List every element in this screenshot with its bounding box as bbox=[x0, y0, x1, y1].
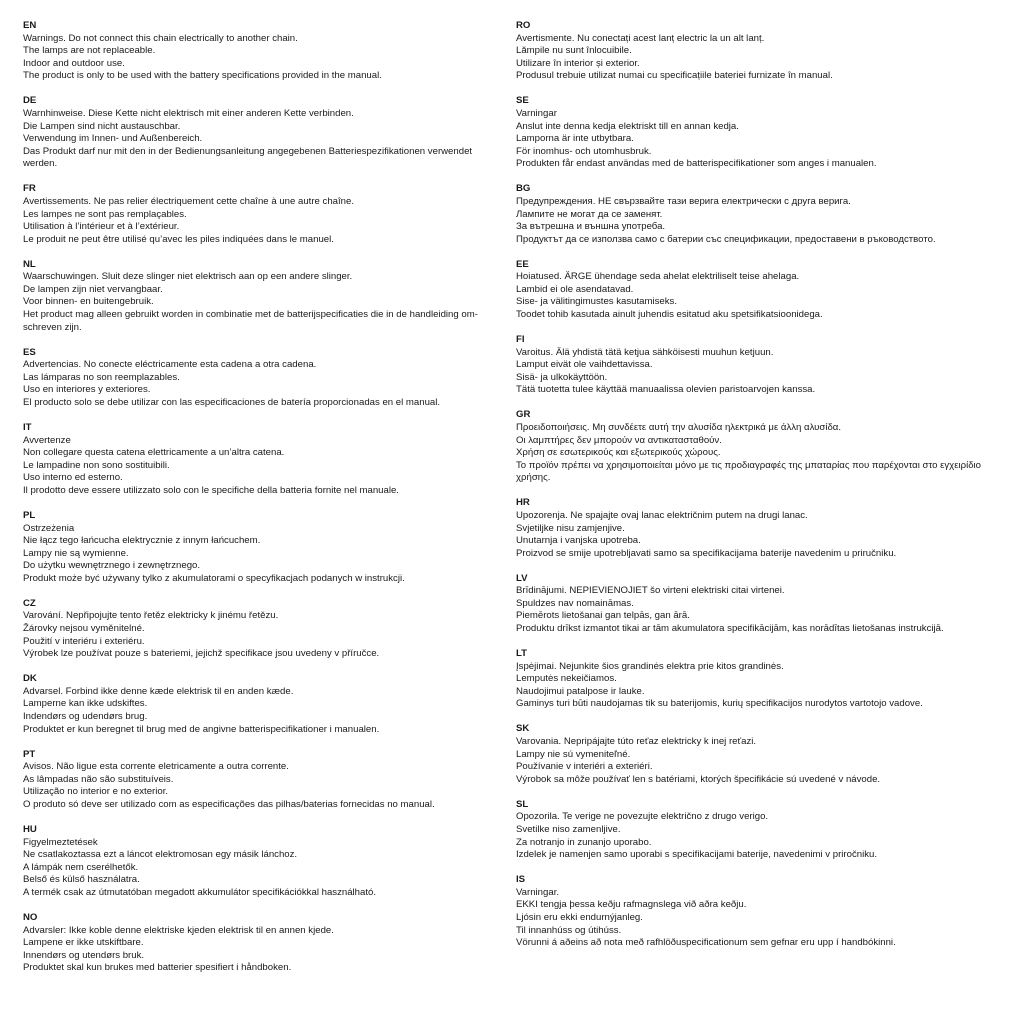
warning-line: För inomhus- och utomhusbruk. bbox=[516, 145, 652, 157]
warning-line: Uso en interiores y exteriores. bbox=[23, 384, 151, 396]
warning-line: Toodet tohib kasutada ainult juhendis esitatud aku spetsifikatsioonidega. bbox=[516, 309, 823, 321]
language-section-no bbox=[23, 912, 493, 975]
warning-line: Brīdinājumi. NEPIEVIENOJIET šo virteni elektriski citai virtenei. bbox=[516, 585, 785, 597]
warning-line: Produkten får endast användas med de batterispecifikationer som anges i manualen. bbox=[516, 158, 877, 170]
language-section-sl bbox=[516, 799, 1006, 862]
language-section-ee bbox=[516, 259, 1006, 322]
language-code: SK bbox=[516, 723, 530, 735]
language-section-hr bbox=[516, 497, 1006, 560]
warning-line: Indoor and outdoor use. bbox=[23, 57, 125, 69]
language-code: HR bbox=[516, 497, 530, 509]
warning-line: Ljósin eru ekki endurnýjanleg. bbox=[516, 911, 643, 923]
warning-line: Το προϊόν πρέπει να χρησιμοποιείται μόνο με τις προδιαγραφές της μπαταρίας που παρέχονται στο εγχειρίδιο bbox=[516, 459, 982, 471]
language-code: EE bbox=[516, 258, 529, 270]
warning-line: Uso interno ed esterno. bbox=[23, 472, 123, 484]
left-column bbox=[23, 20, 493, 987]
language-code: ES bbox=[23, 346, 36, 358]
language-section-se bbox=[516, 95, 1006, 171]
warning-line: Предупреждения. НЕ свързвайте тази верига електрически с друга верига. bbox=[516, 195, 851, 207]
warning-line: Advarsler: Ikke koble denne elektriske kjeden elektrisk til en annen kjede. bbox=[23, 924, 334, 936]
warning-line: Verwendung im Innen- und Außenbereich. bbox=[23, 133, 203, 145]
warning-line: Žárovky nejsou vyměnitelné. bbox=[23, 623, 145, 635]
warning-line: Za notranjo in zunanjo uporabo. bbox=[516, 836, 652, 848]
warning-line: The product is only to be used with the battery specifications provided in the manual. bbox=[23, 70, 382, 82]
language-code: HU bbox=[23, 823, 37, 835]
warning-line: Avertismente. Nu conectați acest lanț electric la un alt lanț. bbox=[516, 32, 765, 44]
warning-line: Hoiatused. ÄRGE ühendage seda ahelat elektriliselt teise ahelaga. bbox=[516, 271, 800, 283]
language-code: BG bbox=[516, 183, 531, 195]
warning-line: Προειδοποιήσεις. Μη συνδέετε αυτή την αλυσίδα ηλεκτρικά με άλλη αλυσίδα. bbox=[516, 421, 842, 433]
warning-line: A termék csak az útmutatóban megadott akkumulátor specifikációkkal használható. bbox=[23, 886, 377, 898]
warning-line: As lâmpadas não são substituíveis. bbox=[23, 773, 174, 785]
warning-line: schreven zijn. bbox=[23, 321, 82, 333]
warning-line: Produkt może być używany tylko z akumulatorami o specyfikacjach podanych w instrukcji. bbox=[23, 572, 405, 584]
warning-line: Do użytku wewnętrznego i zewnętrznego. bbox=[23, 560, 201, 572]
warning-line: Лампите не могат да се заменят. bbox=[516, 208, 663, 220]
warning-line: Varningar bbox=[516, 107, 557, 119]
warning-line: Použití v interiéru i exteriéru. bbox=[23, 635, 145, 647]
warning-line: Izdelek je namenjen samo uporabi s specifikacijami baterije, navedenimi v priročniku. bbox=[516, 849, 878, 861]
warning-line: Nie łącz tego łańcucha elektrycznie z innym łańcuchem. bbox=[23, 535, 261, 547]
language-code: IT bbox=[23, 421, 32, 433]
language-section-pl bbox=[23, 510, 493, 586]
warning-line: Upozorenja. Ne spajajte ovaj lanac električnim putem na drugi lanac. bbox=[516, 509, 808, 521]
warning-line: Piemērots lietošanai gan telpās, gan ārā. bbox=[516, 610, 690, 622]
language-section-is bbox=[516, 874, 1006, 950]
warning-line: Figyelmeztetések bbox=[23, 836, 98, 848]
warning-line: Til innanhúss og útihúss. bbox=[516, 924, 622, 936]
language-section-de bbox=[23, 95, 493, 171]
warning-line: Spuldzes nav nomaināmas. bbox=[516, 597, 634, 609]
language-section-dk bbox=[23, 673, 493, 736]
language-section-pt bbox=[23, 749, 493, 812]
warning-line: Gaminys turi būti naudojamas tik su baterijomis, kurių specifikacijos nurodytos vartotojo vadove. bbox=[516, 698, 923, 710]
language-code: NO bbox=[23, 911, 38, 923]
warning-line: Продуктът да се използва само с батерии със спецификации, предоставени в ръководството. bbox=[516, 233, 936, 245]
warning-line: EKKI tengja þessa keðju rafmagnslega við aðra keðju. bbox=[516, 899, 747, 911]
warning-line: Waarschuwingen. Sluit deze slinger niet elektrisch aan op een andere slinger. bbox=[23, 271, 353, 283]
warning-line: Avertissements. Ne pas relier électriquement cette chaîne à une autre chaîne. bbox=[23, 195, 354, 207]
warning-line: Avisos. Não ligue esta corrente eletricamente a outra corrente. bbox=[23, 761, 289, 773]
language-section-fr bbox=[23, 183, 493, 246]
language-section-en bbox=[23, 20, 493, 83]
warning-line: Lamput eivät ole vaihdettavissa. bbox=[516, 359, 653, 371]
language-code: PT bbox=[23, 748, 36, 760]
warning-line: Varování. Nepřipojujte tento řetěz elektricky k jinému řetězu. bbox=[23, 610, 279, 622]
warning-line: Il prodotto deve essere utilizzato solo con le specifiche della batteria fornite nel manuale. bbox=[23, 484, 399, 496]
warning-line: Le lampadine non sono sostituibili. bbox=[23, 459, 170, 471]
warning-line: Avvertenze bbox=[23, 434, 71, 446]
language-section-gr bbox=[516, 409, 1006, 485]
warning-line: За вътрешна и външна употреба. bbox=[516, 221, 666, 233]
warning-line: Lămpile nu sunt înlocuibile. bbox=[516, 45, 632, 57]
language-code: LV bbox=[516, 572, 528, 584]
warning-line: Lampy nie sú vymeniteľné. bbox=[516, 748, 631, 760]
warning-line: Svjetiljke nisu zamjenjive. bbox=[516, 522, 625, 534]
warning-line: Lamperne kan ikke udskiftes. bbox=[23, 698, 148, 710]
language-section-bg bbox=[516, 183, 1006, 246]
warning-line: Sisä- ja ulkokäyttöön. bbox=[516, 371, 608, 383]
language-code: DE bbox=[23, 95, 37, 107]
language-section-hu bbox=[23, 824, 493, 900]
language-code: RO bbox=[516, 20, 531, 31]
warning-line: Οι λαμπτήρες δεν μπορούν να αντικατασταθούν. bbox=[516, 434, 722, 446]
language-section-it bbox=[23, 422, 493, 498]
language-code: DK bbox=[23, 673, 37, 685]
language-code: LT bbox=[516, 648, 528, 660]
warning-line: Produktet er kun beregnet til brug med de angivne batterispecifikationer i manualen. bbox=[23, 723, 380, 735]
warning-line: Produsul trebuie utilizat numai cu specificațiile bateriei furnizate în manual. bbox=[516, 70, 833, 82]
warning-line: Unutarnja i vanjska upotreba. bbox=[516, 535, 641, 547]
warning-line: Belső és külső használatra. bbox=[23, 874, 140, 886]
warning-line: Įspėjimai. Nejunkite šios grandinės elektra prie kitos grandinės. bbox=[516, 660, 784, 672]
warning-line: Vörunni á aðeins að nota með rafhlöðuspecificationum sem gefnar eru upp í handbókinni. bbox=[516, 937, 896, 949]
warning-line: Advertencias. No conecte eléctricamente esta cadena a otra cadena. bbox=[23, 359, 317, 371]
warning-line: Proizvod se smije upotrebljavati samo sa specifikacijama baterije navedenim u priručniku. bbox=[516, 547, 897, 559]
warning-line: Indendørs og udendørs brug. bbox=[23, 711, 148, 723]
language-section-cz bbox=[23, 598, 493, 661]
warning-line: Warnhinweise. Diese Kette nicht elektrisch mit einer anderen Kette verbinden. bbox=[23, 107, 354, 119]
language-code: FR bbox=[23, 183, 36, 195]
warning-line: Opozorila. Te verige ne povezujte električno z drugo verigo. bbox=[516, 811, 769, 823]
warning-line: Das Produkt darf nur mit den in der Bedienungsanleitung angegebenen Batteriespezifikationen verwendet bbox=[23, 145, 473, 157]
warning-line: O produto só deve ser utilizado com as especificações das pilhas/baterias fornecidas no manual. bbox=[23, 798, 435, 810]
language-section-fi bbox=[516, 334, 1006, 397]
language-code: GR bbox=[516, 409, 531, 421]
warning-line: Varovania. Nepripájajte túto reťaz elektricky k inej reťazi. bbox=[516, 736, 757, 748]
language-code: SL bbox=[516, 798, 529, 810]
warning-line: Het product mag alleen gebruikt worden in combinatie met de batterijspecificaties die in de handleiding om- bbox=[23, 309, 478, 321]
warning-line: Výrobok sa môže používať len s batériami, ktorých špecifikácie sú uvedené v návode. bbox=[516, 773, 881, 785]
warning-line: χρήσης. bbox=[516, 472, 551, 484]
warning-line: A lámpák nem cserélhetők. bbox=[23, 861, 139, 873]
warning-line: Non collegare questa catena elettricamente a un’altra catena. bbox=[23, 447, 285, 459]
warning-line: Varoitus. Älä yhdistä tätä ketjua sähköisesti muuhun ketjuun. bbox=[516, 346, 774, 358]
language-section-lt bbox=[516, 648, 1006, 711]
warning-line: Produktu drīkst izmantot tikai ar tām akumulatora specifikācijām, kas norādītas lietošanas instrukcijā. bbox=[516, 623, 944, 635]
warning-line: Advarsel. Forbind ikke denne kæde elektrisk til en anden kæde. bbox=[23, 685, 294, 697]
warning-line: Sise- ja välitingimustes kasutamiseks. bbox=[516, 296, 678, 308]
warning-line: Lemputės nekeičiamos. bbox=[516, 673, 617, 685]
warning-line: Voor binnen- en buitengebruik. bbox=[23, 296, 154, 308]
warning-line: werden. bbox=[23, 158, 58, 170]
warning-line: Die Lampen sind nicht austauschbar. bbox=[23, 120, 181, 132]
warning-line: Warnings. Do not connect this chain electrically to another chain. bbox=[23, 32, 298, 44]
language-code: NL bbox=[23, 258, 36, 270]
warning-line: The lamps are not replaceable. bbox=[23, 45, 156, 57]
right-column bbox=[516, 20, 1006, 962]
warning-line: Anslut inte denna kedja elektriskt till en annan kedja. bbox=[516, 120, 739, 132]
warning-line: Výrobek lze používat pouze s bateriemi, jejichž specifikace jsou uvedeny v příručce. bbox=[23, 648, 380, 660]
language-section-ro bbox=[516, 20, 1006, 83]
warning-line: Používanie v interiéri a exteriéri. bbox=[516, 761, 653, 773]
warning-line: Utilisation à l’intérieur et à l’extérieur. bbox=[23, 221, 180, 233]
warning-line: Tätä tuotetta tulee käyttää manuaalissa olevien paristoarvojen kanssa. bbox=[516, 384, 816, 396]
language-code: SE bbox=[516, 95, 529, 107]
language-section-sk bbox=[516, 723, 1006, 786]
warning-line: Le produit ne peut être utilisé qu’avec les piles indiquées dans le manuel. bbox=[23, 233, 334, 245]
warning-line: Las lámparas no son reemplazables. bbox=[23, 371, 180, 383]
warning-line: Naudojimui patalpose ir lauke. bbox=[516, 685, 645, 697]
warning-line: Svetilke niso zamenljive. bbox=[516, 823, 621, 835]
warning-line: Les lampes ne sont pas remplaçables. bbox=[23, 208, 187, 220]
warning-line: Produktet skal kun brukes med batterier spesifiert i håndboken. bbox=[23, 962, 292, 974]
language-code: IS bbox=[516, 874, 526, 886]
warning-line: Lamporna är inte utbytbara. bbox=[516, 133, 634, 145]
warning-line: Utilização no interior e no exterior. bbox=[23, 786, 169, 798]
warning-line: Utilizare în interior și exterior. bbox=[516, 57, 640, 69]
language-section-nl bbox=[23, 259, 493, 335]
language-code: CZ bbox=[23, 597, 36, 609]
warning-line: Χρήση σε εσωτερικούς και εξωτερικούς χώρους. bbox=[516, 447, 721, 459]
language-code: EN bbox=[23, 20, 37, 31]
language-code: FI bbox=[516, 334, 525, 346]
warning-line: Lampene er ikke utskiftbare. bbox=[23, 937, 144, 949]
language-section-lv bbox=[516, 573, 1006, 636]
warning-line: De lampen zijn niet vervangbaar. bbox=[23, 283, 163, 295]
warning-line: Innendørs og utendørs bruk. bbox=[23, 949, 145, 961]
warning-line: Varningar. bbox=[516, 886, 560, 898]
language-code: PL bbox=[23, 509, 36, 521]
language-section-es bbox=[23, 347, 493, 410]
warning-line: Ostrzeżenia bbox=[23, 522, 75, 534]
warning-line: Ne csatlakoztassa ezt a láncot elektromosan egy másik lánchoz. bbox=[23, 849, 298, 861]
warning-line: Lampy nie są wymienne. bbox=[23, 547, 129, 559]
warning-line: El producto solo se debe utilizar con las especificaciones de batería proporcionadas en el manual. bbox=[23, 397, 441, 408]
warning-line: Lambid ei ole asendatavad. bbox=[516, 283, 634, 295]
